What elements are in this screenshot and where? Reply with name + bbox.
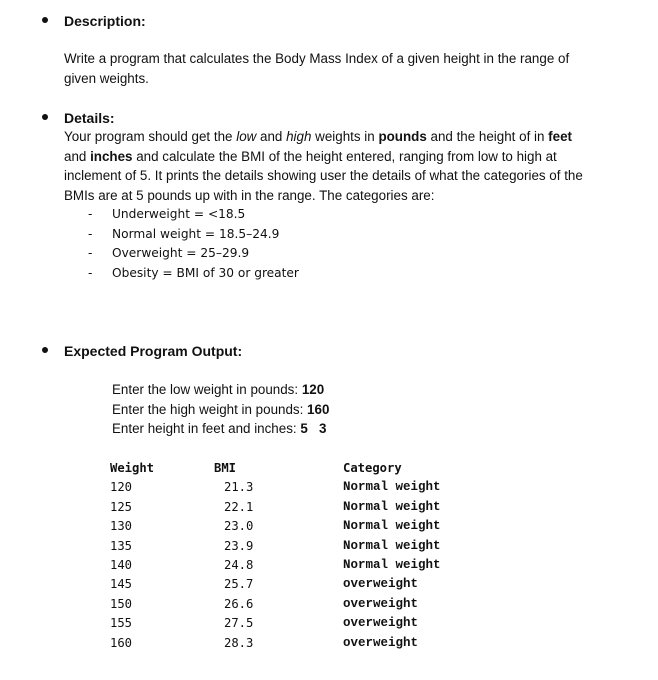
description-line: given weights. bbox=[64, 70, 149, 86]
bmi-cell: 25.7 bbox=[224, 577, 254, 592]
program-prompts bbox=[112, 380, 329, 439]
weight-cell: 150 bbox=[110, 596, 133, 611]
weight-cell: 125 bbox=[110, 499, 133, 514]
description-line: Write a program that calculates the Body Mass Index of a given height in the range of bbox=[64, 51, 570, 66]
weight-cell: 135 bbox=[110, 538, 133, 553]
category-cell: overweight bbox=[343, 616, 419, 631]
dash-icon: - bbox=[88, 246, 93, 260]
dash-icon: - bbox=[88, 226, 93, 241]
list-item: - Normal weight = 18.5–24.9 bbox=[88, 225, 299, 245]
bmi-cell: 27.5 bbox=[224, 616, 254, 631]
description-heading: Description: bbox=[64, 13, 146, 29]
weight-cell: 145 bbox=[110, 577, 133, 592]
weight-cell: 155 bbox=[110, 616, 133, 631]
bmi-cell: 23.0 bbox=[224, 519, 254, 534]
weight-cell: 120 bbox=[110, 480, 133, 495]
category-cell: overweight bbox=[343, 596, 419, 611]
category-cell: Normal weight bbox=[343, 499, 441, 514]
bmi-cell: 22.1 bbox=[224, 499, 254, 514]
dash-icon: - bbox=[88, 265, 93, 280]
category-cell: Normal weight bbox=[343, 480, 441, 495]
category-cell: Normal weight bbox=[343, 557, 441, 572]
bullet-icon bbox=[42, 347, 48, 353]
details-line-1: Your program should get the low and high weights in pounds and the height of in feet bbox=[64, 129, 572, 144]
category-cell: Normal weight bbox=[343, 538, 441, 553]
description-text bbox=[64, 49, 644, 88]
details-text bbox=[64, 127, 644, 205]
list-item: - Obesity = BMI of 30 or greater bbox=[88, 264, 299, 284]
bmi-cell: 28.3 bbox=[224, 635, 254, 650]
bmi-cell: 24.8 bbox=[224, 557, 254, 572]
details-heading: Details: bbox=[64, 110, 115, 126]
dash-icon: - bbox=[88, 207, 93, 221]
header-bmi: BMI bbox=[214, 461, 237, 475]
list-item: - Overweight = 25–29.9 bbox=[88, 244, 299, 264]
bmi-cell: 21.3 bbox=[224, 480, 254, 495]
category-cell: overweight bbox=[343, 635, 419, 650]
weight-cell: 160 bbox=[110, 635, 133, 650]
details-line-3: inclement of 5. It prints the details showing user the details of what the categories of the bbox=[64, 168, 583, 183]
header-weight: Weight bbox=[110, 461, 155, 475]
bullet-icon bbox=[42, 114, 48, 120]
bmi-cell: 26.6 bbox=[224, 596, 254, 611]
details-line-2: and inches and calculate the BMI of the height entered, ranging from low to high at bbox=[64, 148, 557, 164]
bullet-icon bbox=[42, 17, 48, 23]
category-cell: overweight bbox=[343, 577, 419, 592]
prompt-high-weight: Enter the high weight in pounds: 160 bbox=[112, 401, 330, 417]
header-category: Category bbox=[343, 461, 402, 475]
weight-cell: 130 bbox=[110, 519, 133, 534]
bmi-categories-list bbox=[88, 205, 299, 283]
list-item: - Underweight = <18.5 bbox=[88, 205, 299, 225]
output-heading: Expected Program Output: bbox=[64, 343, 243, 359]
weight-cell: 140 bbox=[110, 557, 133, 572]
bmi-cell: 23.9 bbox=[224, 538, 254, 553]
details-line-4: BMIs are at 5 pounds up with in the range. The categories are: bbox=[64, 187, 435, 203]
category-cell: Normal weight bbox=[343, 519, 441, 534]
prompt-height: Enter height in feet and inches: 5 3 bbox=[112, 421, 327, 436]
prompt-low-weight: Enter the low weight in pounds: 120 bbox=[112, 382, 325, 397]
